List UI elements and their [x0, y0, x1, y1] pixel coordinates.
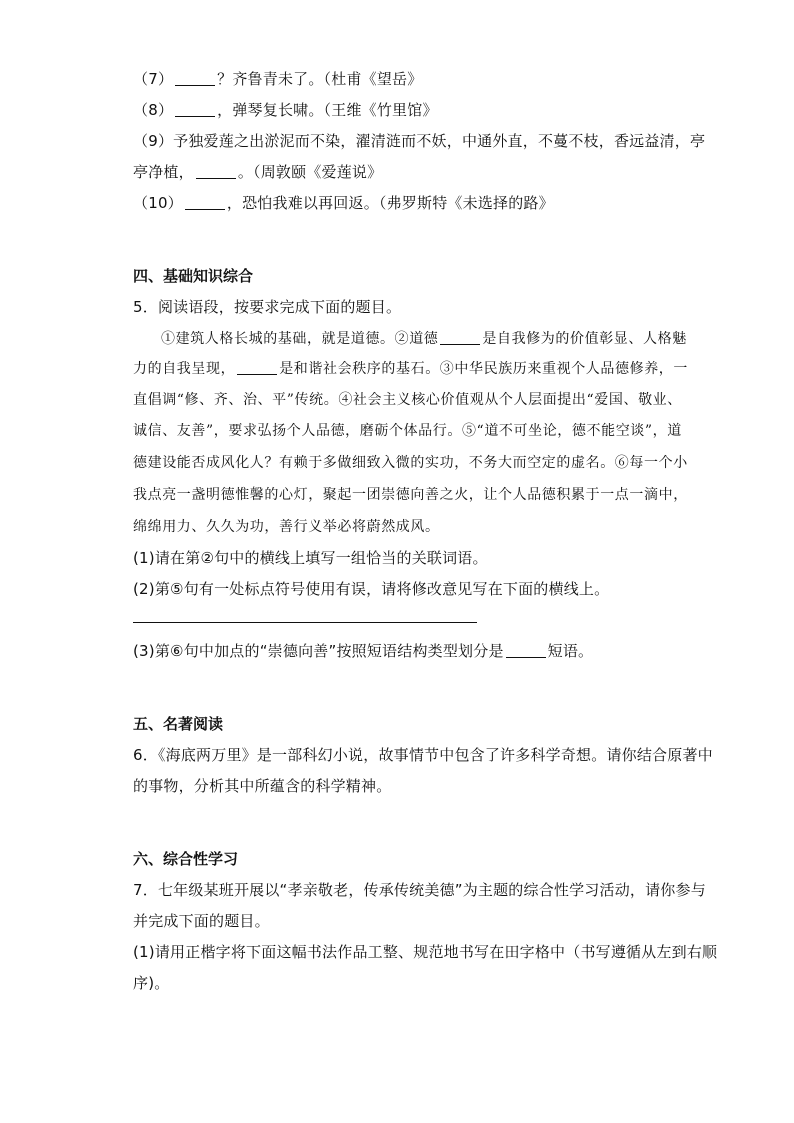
section-heading-5: 五、名著阅读	[133, 715, 224, 733]
question-text: 短语。	[547, 642, 594, 660]
item-text: ，弹琴复长啸。（王维《竹里馆》	[217, 101, 438, 119]
passage-line: 绵绵用力、久久为功，善行义举必将蔚然成风。	[133, 519, 440, 535]
question-item-8	[133, 99, 438, 120]
question-item-9	[133, 130, 705, 151]
passage-line: 我点亮一盏明德惟馨的心灯，聚起一团崇德向善之火，让个人品德积累于一点一滴中，	[133, 487, 688, 503]
section-heading-4: 四、基础知识综合	[133, 267, 254, 285]
question-item-10	[133, 192, 554, 213]
answer-blank[interactable]	[175, 70, 215, 86]
answer-blank[interactable]	[175, 101, 215, 117]
item-text: （9）予独爱莲之出淤泥而不染，濯清涟而不妖，中通外直，不蔓不枝，香远益清，亭	[133, 132, 706, 150]
question-5: 5．阅读语段，按要求完成下面的题目。	[133, 298, 402, 316]
passage-text: 是自我修为的价值彰显、人格魅	[482, 331, 687, 347]
answer-blank[interactable]	[440, 329, 480, 345]
passage-text: 是和谐社会秩序的基石。③中华民族历来重视个人品德修养，一	[279, 361, 689, 377]
question-item-9-cont	[133, 161, 382, 182]
question-7: 7．七年级某班开展以“孝亲敬老，传承传统美德”为主题的综合性学习活动，请你参与	[133, 881, 706, 899]
sub-question-1-cont: 序)。	[133, 974, 170, 992]
answer-blank[interactable]	[185, 194, 225, 210]
answer-blank[interactable]	[237, 359, 277, 375]
passage-text: ①建筑人格长城的基础，就是道德。②道德	[161, 331, 439, 347]
answer-line[interactable]	[133, 622, 477, 623]
item-text: 亭净植，	[133, 163, 194, 181]
item-prefix: （8）	[133, 101, 174, 119]
item-text: 。（周敦颐《爱莲说》	[237, 163, 383, 181]
passage-line: 诚信、友善”，要求弘扬个人品德，磨砺个体品行。⑤“道不可坐论，德不能空谈”，道	[133, 423, 682, 439]
item-text: ？齐鲁青未了。（杜甫《望岳》	[217, 70, 423, 88]
answer-blank[interactable]	[506, 642, 546, 658]
sub-question-1: (1)请在第②句中的横线上填写一组恰当的关联词语。	[133, 549, 488, 567]
question-item-7	[133, 68, 422, 89]
passage-line: 德建设能否成风化人？有赖于多做细致入微的实功，不务大而空定的虚名。⑥每一个小	[133, 455, 688, 471]
question-6-cont: 的事物，分析其中所蕴含的科学精神。	[133, 777, 392, 795]
passage-text: 力的自我呈现，	[133, 361, 236, 377]
question-text: (3)第⑥句中加点的“崇德向善”按照短语结构类型划分是	[133, 642, 504, 660]
passage-line	[133, 358, 689, 378]
question-6: 6．《海底两万里》是一部科幻小说，故事情节中包含了许多科学奇想。请你结合原著中	[133, 746, 713, 764]
item-prefix: （7）	[133, 70, 174, 88]
item-prefix: （10）	[133, 194, 183, 212]
answer-blank[interactable]	[196, 163, 236, 179]
item-text: ，恐怕我难以再回返。（弗罗斯特《未选择的路》	[226, 194, 554, 212]
sub-question-2: (2)第⑤句有一处标点符号使用有误，请将修改意见写在下面的横线上。	[133, 580, 610, 598]
passage-line	[161, 328, 696, 348]
question-7-cont: 并完成下面的题目。	[133, 912, 270, 930]
section-heading-6: 六、综合性学习	[133, 850, 239, 868]
sub-question-1: (1)请用正楷字将下面这幅书法作品工整、规范地书写在田字格中（书写遵循从左到右顺	[133, 943, 718, 961]
passage-line: 直倡调“修、齐、治、平”传统。④社会主义核心价值观从个人层面提出“爱国、敬业、	[133, 392, 682, 408]
sub-question-3	[133, 640, 593, 661]
